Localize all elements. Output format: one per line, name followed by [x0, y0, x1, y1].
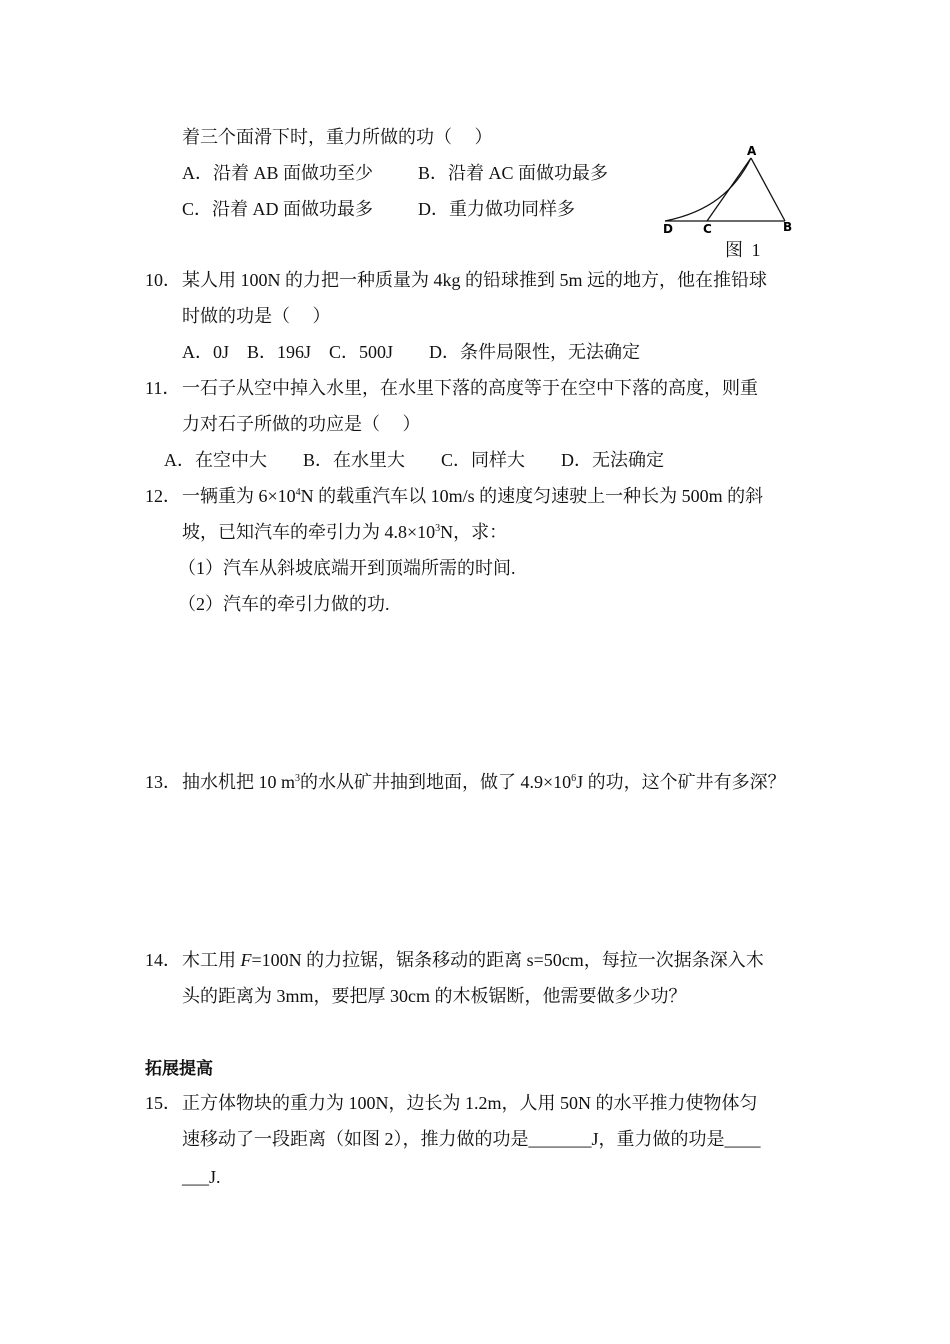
q12-line-2: [182, 521, 507, 543]
q13-number: 13．: [145, 772, 181, 792]
q14-line-1-post: =100N 的力拉锯，锯条移动的距离 s=50cm，每拉一次据条深入木: [251, 950, 764, 970]
q14-line-1: [182, 949, 764, 971]
q12-line-2-post: N，求：: [440, 522, 508, 542]
q15-line-2: 速移动了一段距离（如图 2），推力做的功是_______J，重力做的功是____: [182, 1129, 761, 1149]
q11-line-2: 力对石子所做的功应是（ ）: [182, 414, 421, 434]
q15-line-3: ___J.: [182, 1167, 221, 1187]
q13-exponent-2: 6: [571, 773, 577, 784]
figure-1-side-ab: [751, 158, 785, 221]
q11-options: A．在空中大 B．在水里大 C．同样大 D．无法确定: [164, 450, 665, 470]
q9-option-b: B．沿着 AC 面做功最多: [418, 163, 609, 183]
q14-line-2: 头的距离为 3mm，要把厚 30cm 的木板锯断，他需要做多少功？: [182, 986, 687, 1006]
section-heading: 拓展提高: [145, 1059, 213, 1079]
q9-option-a: A．沿着 AB 面做功至少: [182, 163, 374, 183]
q13-text-post: J 的功，这个矿井有多深？: [576, 772, 786, 792]
q14-force-variable: F: [240, 950, 252, 970]
q11-line-1: 一石子从空中掉入水里，在水里下落的高度等于在空中下落的高度，则重: [182, 378, 758, 398]
q14-line-1-pre: 木工用: [182, 950, 241, 970]
figure-1-curve-ad: [665, 158, 751, 221]
q13-text: [182, 771, 786, 793]
figure-1-caption: 图 1: [725, 240, 763, 260]
q12-sub-question-1: （1）汽车从斜坡底端开到顶端所需的时间.: [178, 558, 516, 578]
figure-1-label-a: A: [747, 144, 757, 158]
figure-1-label-b: B: [783, 220, 793, 234]
q12-number: 12．: [145, 486, 181, 506]
q11-number: 11．: [145, 378, 181, 398]
q15-line-1: 正方体物块的重力为 100N，边长为 1.2m，人用 50N 的水平推力使物体匀: [182, 1093, 758, 1113]
q12-exponent-2: 3: [435, 523, 441, 534]
q12-line-1-pre: 一辆重为 6×10: [182, 486, 296, 506]
q12-line-1: [182, 485, 763, 507]
q9-stem-continuation: 着三个面滑下时，重力所做的功（ ）: [182, 127, 493, 147]
q12-line-1-post: N 的载重汽车以 10m/s 的速度匀速驶上一种长为 500m 的斜: [300, 486, 764, 506]
q12-exponent-1: 4: [295, 487, 301, 498]
q10-line-2: 时做的功是（ ）: [182, 306, 331, 326]
q15-number: 15．: [145, 1093, 181, 1113]
q9-option-d: D．重力做功同样多: [418, 199, 575, 219]
q12-line-2-pre: 坡，已知汽车的牵引力为 4.8×10: [182, 522, 436, 542]
q14-number: 14．: [145, 950, 181, 970]
q10-line-1: 某人用 100N 的力把一种质量为 4kg 的铅球推到 5m 远的地方，他在推铅球: [182, 270, 767, 290]
q10-options: A．0J B．196J C．500J D．条件局限性，无法确定: [182, 342, 641, 362]
q13-text-pre: 抽水机把 10 m: [182, 772, 296, 792]
figure-1-label-d: D: [663, 222, 673, 236]
figure-1-label-c: C: [703, 222, 712, 236]
q10-number: 10．: [145, 270, 181, 290]
q12-sub-question-2: （2）汽车的牵引力做的功.: [178, 594, 390, 614]
q13-text-mid: 的水从矿井抽到地面，做了 4.9×10: [300, 772, 572, 792]
q9-option-c: C．沿着 AD 面做功最多: [182, 199, 374, 219]
q13-exponent-1: 3: [295, 773, 301, 784]
